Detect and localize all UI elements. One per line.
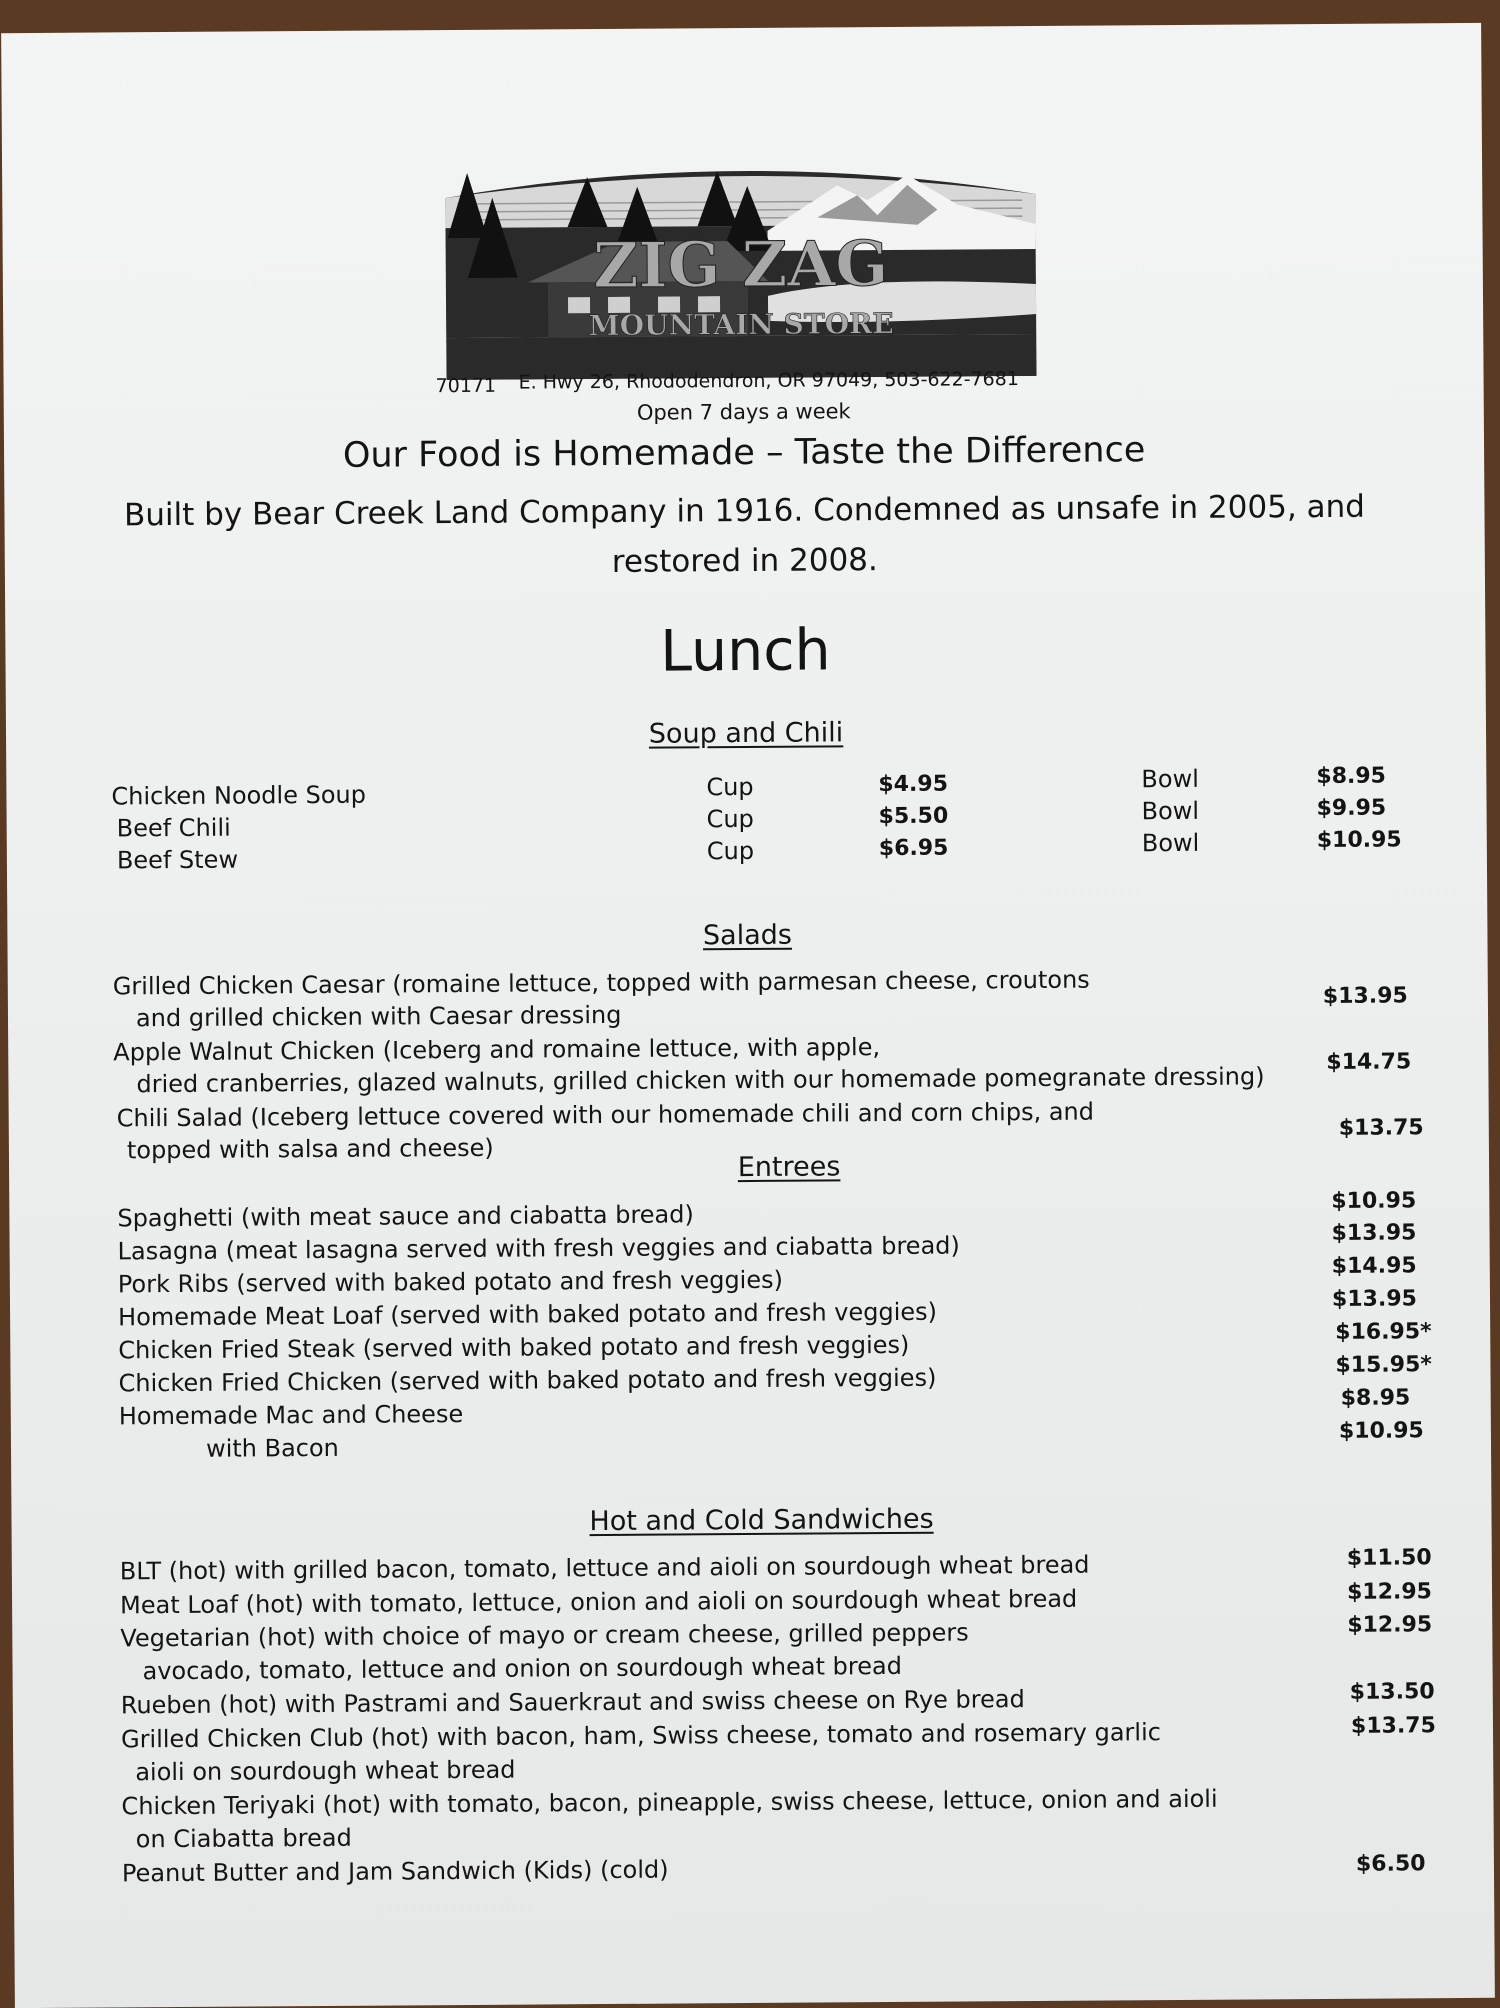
soup-name: Beef Chili	[116, 813, 231, 843]
history-line-2: restored in 2008.	[611, 542, 878, 580]
sandwich-price: $12.95	[1347, 1612, 1433, 1638]
entree-price: $8.95	[1340, 1385, 1411, 1411]
logo-subtitle-text: MOUNTAIN STORE	[588, 306, 894, 343]
entree-name: Chicken Fried Chicken (served with baked potato and fresh veggies)	[118, 1363, 937, 1398]
bowl-price: $8.95	[1316, 763, 1387, 790]
cup-price: $6.95	[878, 835, 949, 862]
salad-price: $14.75	[1326, 1049, 1412, 1075]
logo-title-text: ZIG ZAG	[592, 227, 889, 303]
entree-price: $13.95	[1331, 1286, 1417, 1312]
entree-name: Chicken Fried Steak (served with baked potato and fresh veggies)	[118, 1330, 910, 1365]
salads-heading: Salads	[702, 919, 793, 952]
entree-price: $10.95	[1331, 1188, 1417, 1214]
cup-label: Cup	[706, 804, 754, 834]
sandwich-price: $13.50	[1349, 1679, 1435, 1705]
salad-price: $13.75	[1338, 1115, 1424, 1141]
entree-name: Homemade Mac and Cheese	[118, 1399, 464, 1431]
bowl-price: $9.95	[1316, 795, 1387, 822]
salad-line: Grilled Chicken Caesar (romaine lettuce, topped with parmesan cheese, croutons	[112, 965, 1090, 1001]
sandwich-line: Rueben (hot) with Pastrami and Sauerkraut and swiss cheese on Rye bread	[120, 1685, 1025, 1720]
soup-name: Beef Stew	[116, 845, 239, 875]
sandwich-line: Meat Loaf (hot) with tomato, lettuce, onion and aioli on sourdough wheat bread	[120, 1584, 1078, 1620]
sandwich-line: Vegetarian (hot) with choice of mayo or cream cheese, grilled peppers	[120, 1618, 969, 1653]
salad-line: topped with salsa and cheese)	[126, 1133, 494, 1165]
sandwich-price: $12.95	[1346, 1579, 1433, 1605]
soup-heading: Soup and Chili	[648, 717, 844, 750]
menu-sheet	[1, 23, 1495, 2008]
entree-price: $10.95	[1338, 1418, 1424, 1444]
entree-name: Homemade Meat Loaf (served with baked potato and fresh veggies)	[117, 1297, 938, 1332]
entree-name: Lasagna (meat lasagna served with fresh veggies and ciabatta bread)	[117, 1231, 960, 1266]
salad-price: $13.95	[1322, 983, 1408, 1009]
salad-line: Apple Walnut Chicken (Iceberg and romaine lettuce, with apple,	[113, 1033, 881, 1067]
zig-zag-store-logo	[437, 154, 1044, 380]
cup-price: $5.50	[878, 803, 949, 830]
cup-label: Cup	[706, 772, 754, 802]
entree-name: with Bacon	[205, 1433, 339, 1463]
sandwich-line: BLT (hot) with grilled bacon, tomato, lettuce and aioli on sourdough wheat bread	[119, 1550, 1090, 1586]
entree-price: $14.95	[1331, 1253, 1417, 1279]
address-number: 70171	[435, 374, 497, 398]
bowl-price: $10.95	[1316, 827, 1402, 854]
bowl-label: Bowl	[1141, 828, 1200, 858]
sandwich-line: avocado, tomato, lettuce and onion on sourdough wheat bread	[142, 1651, 902, 1686]
address-line: E. Hwy 26, Rhododendron, OR 97049, 503-622-7681	[518, 368, 1019, 394]
salad-line: and grilled chicken with Caesar dressing	[135, 1000, 622, 1033]
sandwich-price: $13.75	[1350, 1713, 1436, 1739]
sandwich-line: Peanut Butter and Jam Sandwich (Kids) (cold)	[121, 1855, 669, 1888]
hours-text: Open 7 days a week	[636, 399, 851, 425]
entrees-heading: Entrees	[737, 1151, 841, 1184]
sandwiches-heading: Hot and Cold Sandwiches	[589, 1503, 934, 1538]
salad-line: dried cranberries, glazed walnuts, grilled chicken with our homemade pomegranate dressing)	[136, 1062, 1265, 1099]
sandwich-price: $6.50	[1355, 1851, 1426, 1877]
soup-name: Chicken Noodle Soup	[111, 780, 367, 811]
cup-price: $4.95	[878, 771, 949, 798]
sandwich-line: on Ciabatta bread	[135, 1823, 352, 1854]
entree-price: $15.95*	[1335, 1352, 1432, 1378]
cup-label: Cup	[706, 836, 755, 866]
menu-title: Lunch	[659, 617, 831, 685]
bowl-label: Bowl	[1141, 764, 1199, 794]
sandwich-price: $11.50	[1346, 1545, 1432, 1571]
entree-price: $16.95*	[1335, 1319, 1432, 1345]
tagline: Our Food is Homemade – Taste the Difference	[342, 430, 1146, 476]
sandwich-line: aioli on sourdough wheat bread	[135, 1755, 516, 1787]
salad-line: Chili Salad (Iceberg lettuce covered with our homemade chili and corn chips, and	[116, 1097, 1095, 1133]
sandwich-line: Chicken Teriyaki (hot) with tomato, bacon, pineapple, swiss cheese, lettuce, onion and aioli	[121, 1784, 1218, 1821]
bowl-label: Bowl	[1141, 796, 1200, 826]
entree-price: $13.95	[1331, 1220, 1417, 1246]
entree-name: Pork Ribs (served with baked potato and fresh veggies)	[117, 1265, 784, 1299]
history-line-1: Built by Bear Creek Land Company in 1916. Condemned as unsafe in 2005, and	[123, 488, 1366, 534]
sandwich-line: Grilled Chicken Club (hot) with bacon, ham, Swiss cheese, tomato and rosemary garlic	[120, 1718, 1161, 1754]
entree-name: Spaghetti (with meat sauce and ciabatta bread)	[117, 1200, 694, 1233]
